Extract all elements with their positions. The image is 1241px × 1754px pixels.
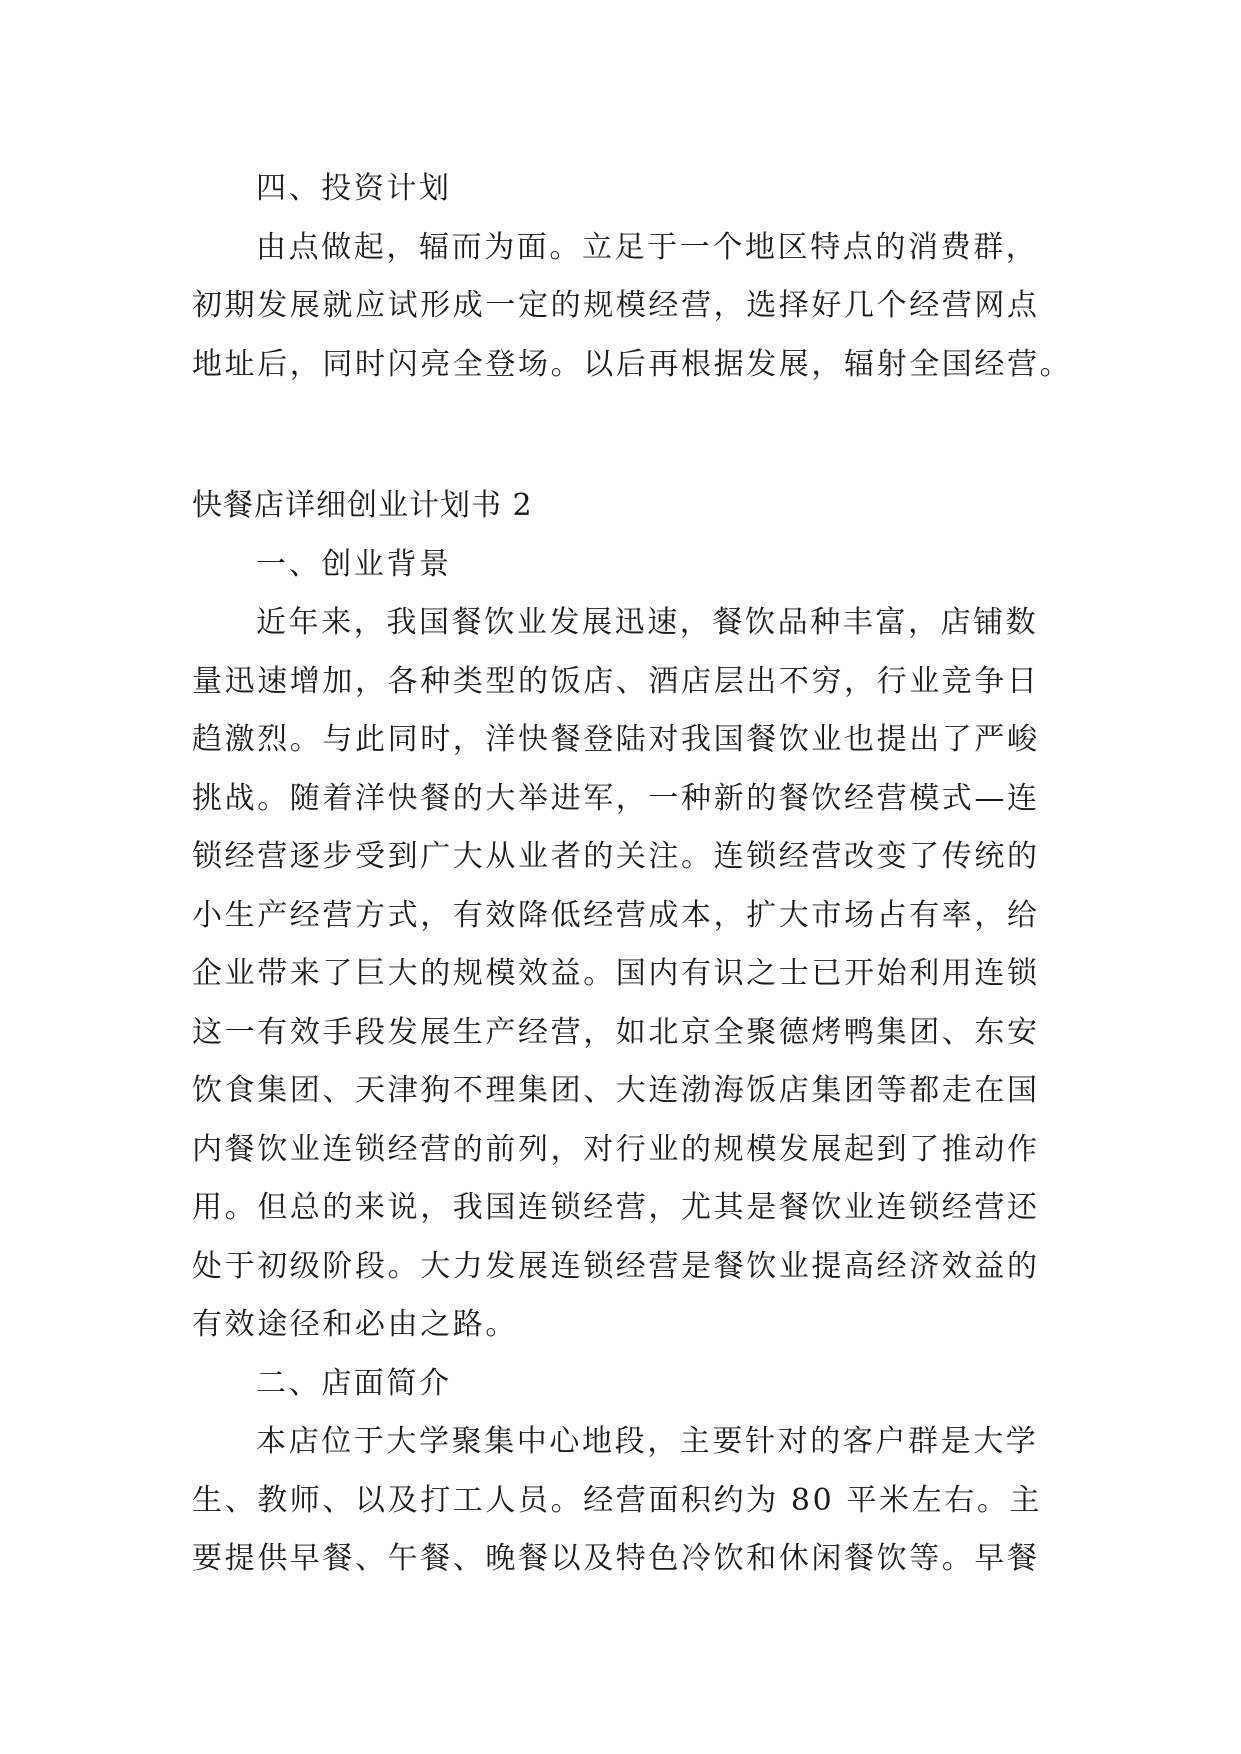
paragraph-line: 挑战。随着洋快餐的大举进军，一种新的餐饮经营模式—连 bbox=[192, 780, 1040, 816]
section-heading-store-intro: 二、店面简介 bbox=[256, 1365, 452, 1401]
paragraph-line: 饮食集团、天津狗不理集团、大连渤海饭店集团等都走在国 bbox=[192, 1073, 1040, 1108]
paragraph-line: 生、教师、以及打工人员。经营面积约为 80 平米左右。主 bbox=[192, 1482, 1043, 1518]
paragraph-line: 锁经营逐步受到广大从业者的关注。连锁经营改变了传统的 bbox=[192, 839, 1040, 874]
paragraph-line: 地址后，同时闪亮全登场。以后再根据发展，辐射全国经营。 bbox=[192, 346, 1073, 382]
document-title: 快餐店详细创业计划书 2 bbox=[192, 488, 533, 523]
paragraph-line: 处于初级阶段。大力发展连锁经营是餐饮业提高经济效益的 bbox=[192, 1248, 1040, 1284]
paragraph-line: 要提供早餐、午餐、晚餐以及特色冷饮和休闲餐饮等。早餐 bbox=[192, 1541, 1040, 1576]
paragraph-line: 有效途径和必由之路。 bbox=[192, 1307, 518, 1342]
paragraph-line: 本店位于大学聚集中心地段，主要针对的客户群是大学 bbox=[256, 1424, 1039, 1459]
section-heading-background: 一、创业背景 bbox=[256, 546, 452, 582]
document-page bbox=[192, 160, 1073, 1589]
paragraph-line: 近年来，我国餐饮业发展迅速，餐饮品种丰富，店铺数 bbox=[256, 605, 1039, 640]
section-spacer bbox=[192, 394, 1057, 477]
paragraph-line: 量迅速增加，各种类型的饭店、酒店层出不穷，行业竞争日 bbox=[192, 663, 1040, 699]
paragraph-line: 趋激烈。与此同时，洋快餐登陆对我国餐饮业也提出了严峻 bbox=[192, 722, 1040, 757]
paragraph-line: 小生产经营方式，有效降低经营成本，扩大市场占有率，给 bbox=[192, 897, 1040, 933]
paragraph-line: 由点做起，辐而为面。立足于一个地区特点的消费群， bbox=[256, 229, 1039, 265]
section-heading-investment-plan: 四、投资计划 bbox=[256, 171, 452, 206]
paragraph-line: 初期发展就应试形成一定的规模经营，选择好几个经营网点 bbox=[192, 288, 1040, 323]
paragraph-line: 用。但总的来说，我国连锁经营，尤其是餐饮业连锁经营还 bbox=[192, 1190, 1040, 1225]
paragraph-line: 这一有效手段发展生产经营，如北京全聚德烤鸭集团、东安 bbox=[192, 1014, 1040, 1050]
paragraph-line: 内餐饮业连锁经营的前列，对行业的规模发展起到了推动作 bbox=[192, 1131, 1040, 1167]
paragraph-line: 企业带来了巨大的规模效益。国内有识之士已开始利用连锁 bbox=[192, 956, 1040, 991]
